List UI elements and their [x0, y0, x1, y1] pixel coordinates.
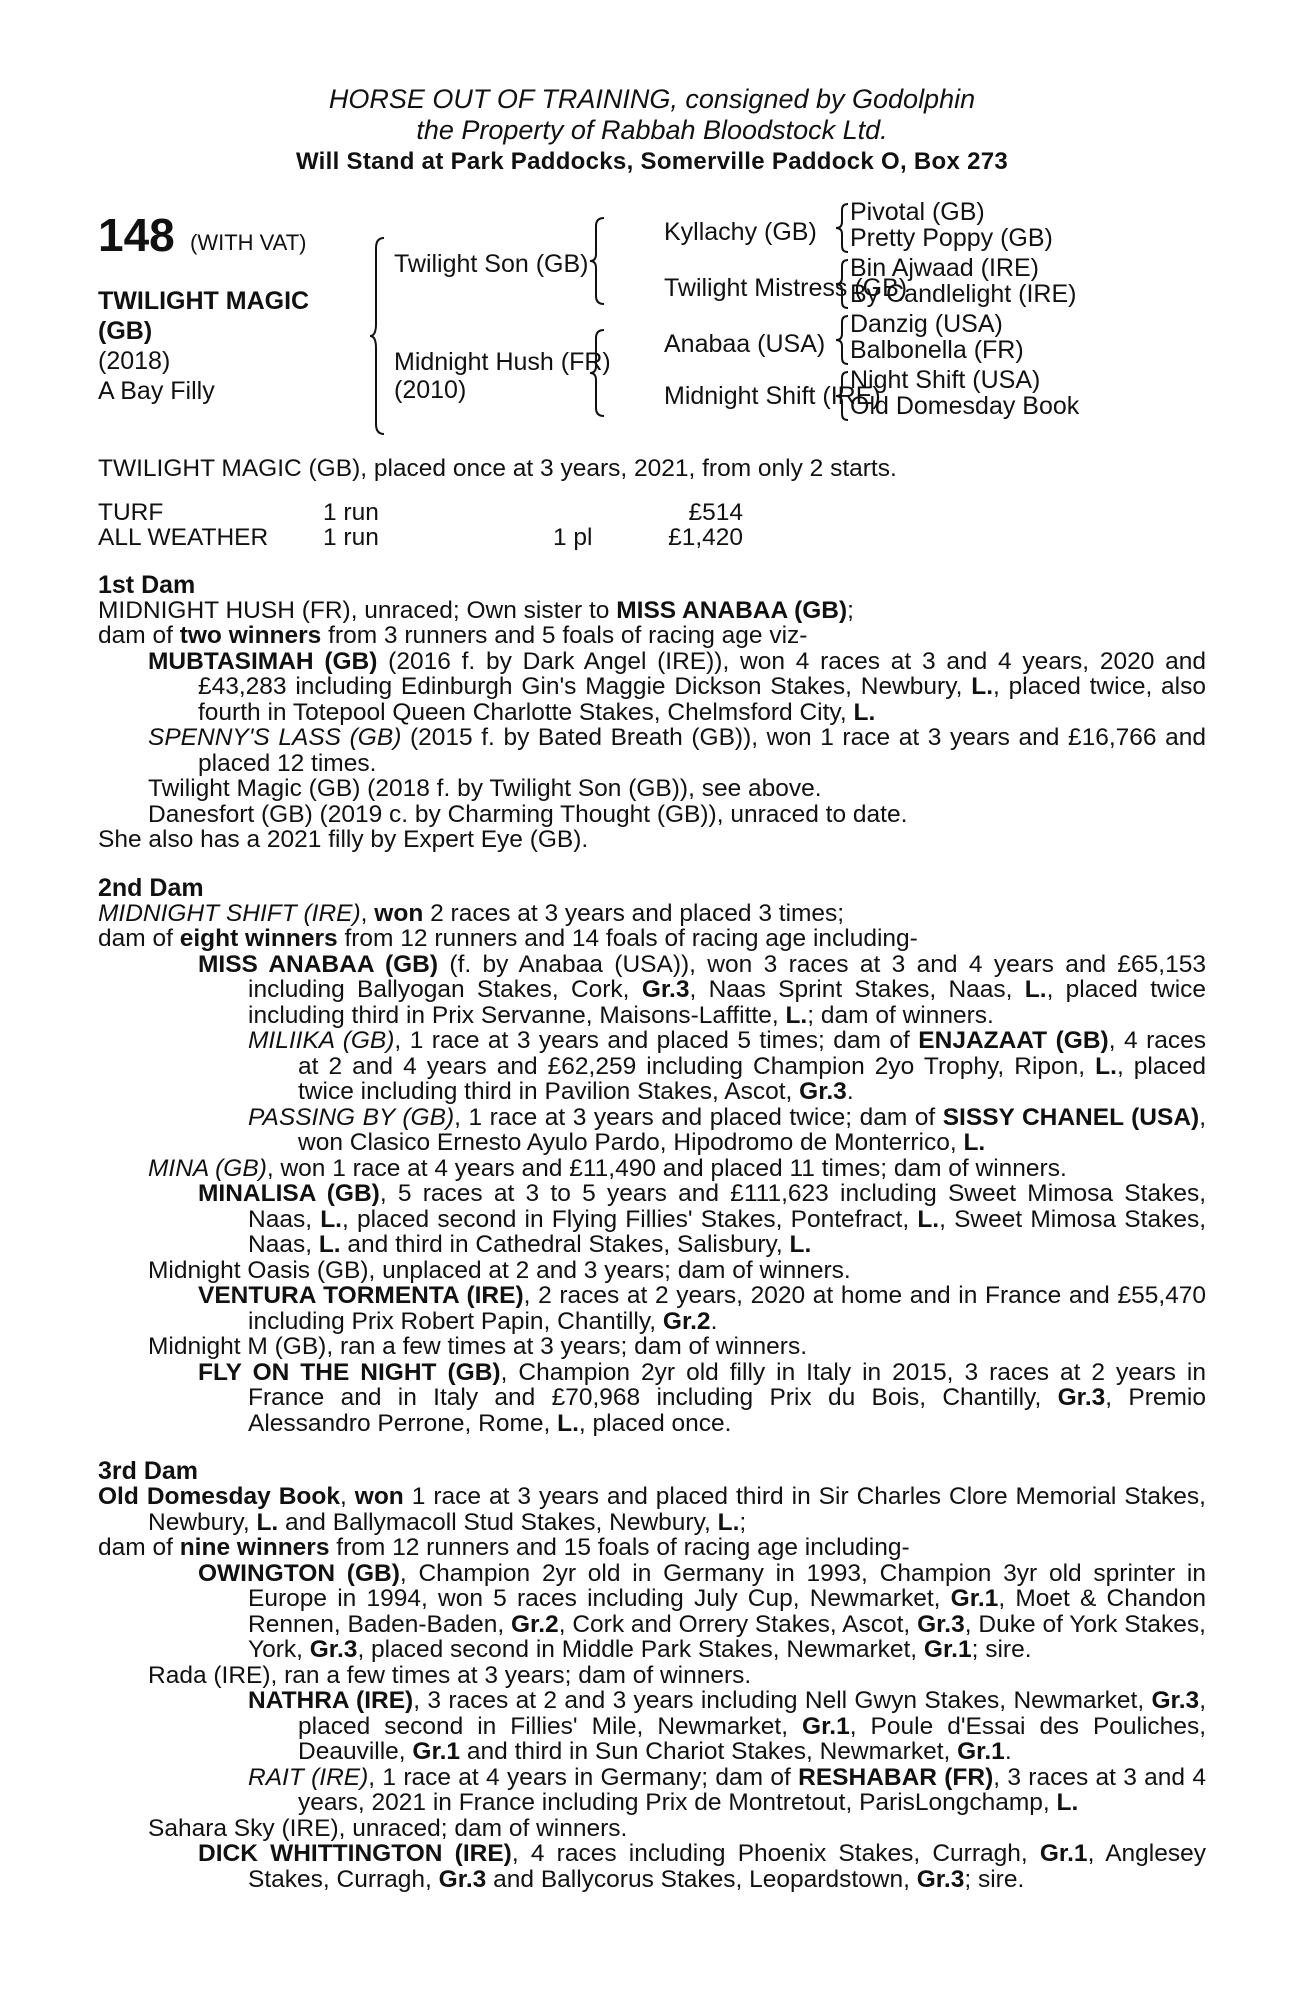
table-row: [98, 500, 743, 525]
placed: 1 pl: [553, 523, 593, 551]
pedigree-brace-sire: [588, 216, 608, 306]
consignor-line: HORSE OUT OF TRAINING, consigned by Godolphin: [328, 84, 976, 114]
stand-location: Will Stand at Park Paddocks, Somerville Paddock O, Box 273: [295, 148, 1009, 175]
sire-sire-sire: Pivotal (GB): [850, 198, 985, 226]
sire: Twilight Son (GB): [394, 250, 589, 278]
produce-entry: MISS ANABAA (GB) (f. by Anabaa (USA)), won 3 races at 3 and 4 years and £65,153 including Ballyogan Stakes, Cork, Gr.3, Naas Sprint Stakes, Naas, L., placed twice including third in Prix Servanne, Maisons-Laffitte, L.; dam of winners.: [198, 950, 1207, 1029]
vat-note: (WITH VAT): [190, 230, 307, 255]
surface: TURF: [98, 498, 164, 526]
produce-entry: MINA (GB), won 1 race at 4 years and £11,490 and placed 11 times; dam of winners.: [148, 1154, 1067, 1182]
third-dam-heading: 3rd Dam: [98, 1457, 199, 1485]
catalogue-page: [98, 84, 1206, 1892]
dam-year: (2010): [394, 376, 467, 404]
sire-sire: Kyllachy (GB): [664, 218, 817, 246]
second-dam-heading: 2nd Dam: [98, 873, 204, 902]
earnings: £514: [688, 498, 743, 526]
horse-name: [98, 286, 358, 346]
runs-count: 1 run: [323, 498, 379, 526]
produce-entry: PASSING BY (GB), 1 race at 3 years and placed twice; dam of SISSY CHANEL (USA), won Clasico Ernesto Ayulo Pardo, Hipodromo de Monterrico, L.: [248, 1103, 1206, 1156]
produce-note: She also has a 2021 filly by Expert Eye (GB).: [98, 826, 589, 853]
produce-entry: Danesfort (GB) (2019 c. by Charming Thought (GB)), unraced to date.: [148, 800, 908, 828]
lot-number: 148: [98, 209, 175, 261]
second-dam-intro: MIDNIGHT SHIFT (IRE), won 2 races at 3 years and placed 3 times;: [98, 899, 845, 927]
horse-name-line2: (GB): [98, 317, 153, 345]
third-dam-intro: Old Domesday Book, won 1 race at 3 years and placed third in Sir Charles Clore Memorial Stakes, Newbury, L. and Ballymacoll Stud Stakes, Newbury, L.;: [98, 1483, 1206, 1536]
produce-entry: MILIIKA (GB), 1 race at 3 years and placed 5 times; dam of ENJAZAAT (GB), 4 races at 2 and 4 years and £62,259 including Champion 2yo Trophy, Ripon, L., placed twice including third in Pavilion Stakes, Ascot, Gr.3.: [248, 1027, 1206, 1105]
horse-name-line1: TWILIGHT MAGIC: [98, 287, 310, 315]
produce-entry: Midnight M (GB), ran a few times at 3 years; dam of winners.: [148, 1333, 808, 1360]
produce-entry: SPENNY'S LASS (GB) (2015 f. by Bated Breath (GB)), won 1 race at 3 years and £16,766 and placed 12 times.: [148, 724, 1206, 777]
horse-description: A Bay Filly: [98, 377, 215, 405]
runs-count: 1 run: [323, 523, 379, 551]
pedigree-brace-main: [368, 236, 388, 436]
owner-line: the Property of Rabbah Bloodstock Ltd.: [416, 115, 888, 145]
first-dam-intro: MIDNIGHT HUSH (FR), unraced; Own sister to MISS ANABAA (GB);: [98, 596, 854, 624]
horse-year: (2018): [98, 347, 171, 375]
race-record-table: [98, 500, 743, 550]
produce-entry: Midnight Oasis (GB), unplaced at 2 and 3 years; dam of winners.: [148, 1256, 851, 1284]
third-dam-produce: dam of nine winners from 12 runners and 15 foals of racing age including-: [98, 1534, 910, 1561]
sire-dam-sire: Bin Ajwaad (IRE): [850, 254, 1039, 282]
produce-entry: DICK WHITTINGTON (IRE), 4 races including Phoenix Stakes, Curragh, Gr.1, Anglesey Stakes, Curragh, Gr.3 and Ballycorus Stakes, Leopardstown, Gr.3; sire.: [198, 1840, 1207, 1893]
produce-entry: VENTURA TORMENTA (IRE), 2 races at 2 years, 2020 at home and in France and £55,470 including Prix Robert Papin, Chantilly, Gr.2.: [198, 1282, 1207, 1335]
produce-entry: MUBTASIMAH (GB) (2016 f. by Dark Angel (IRE)), won 4 races at 3 and 4 years, 2020 and £43,283 including Edinburgh Gin's Maggie Dickson Stakes, Newbury, L., placed twice, also fourth in Totepool Queen Charlotte Stakes, Chelmsford City, L.: [148, 647, 1206, 726]
sire-dam: Twilight Mistress (GB): [664, 274, 908, 302]
pedigree-brace-dam: [588, 328, 608, 418]
produce-entry: Twilight Magic (GB) (2018 f. by Twilight Son (GB)), see above.: [148, 775, 822, 802]
dam-dam-dam: Old Domesday Book: [850, 392, 1080, 420]
earnings: £1,420: [668, 523, 743, 551]
dam-dam: Midnight Shift (IRE): [664, 382, 881, 410]
produce-entry: Sahara Sky (IRE), unraced; dam of winners.: [148, 1814, 628, 1842]
produce-entry: RAIT (IRE), 1 race at 4 years in Germany; dam of RESHABAR (FR), 3 races at 3 and 4 years, 2021 in France including Prix de Montretout, ParisLongchamp, L.: [248, 1763, 1206, 1816]
dam-sire-dam: Balbonella (FR): [850, 336, 1024, 364]
brace-ss: [834, 202, 850, 254]
placed: [553, 500, 643, 525]
produce-entry: OWINGTON (GB), Champion 2yr old in Germany in 1993, Champion 3yr old sprinter in Europe in 1994, won 5 races including July Cup, Newmarket, Gr.1, Moet & Chandon Rennen, Baden-Baden, Gr.2, Cork and Orrery Stakes, Ascot, Gr.3, Duke of York Stakes, York, Gr.3, placed second in Middle Park Stakes, Newmarket, Gr.1; sire.: [198, 1559, 1207, 1663]
produce-entry: MINALISA (GB), 5 races at 3 to 5 years and £111,623 including Sweet Mimosa Stakes, Naas, L., placed second in Flying Fillies' Stakes, Pontefract, L., Sweet Mimosa Stakes, Naas, L. and third in Cathedral Stakes, Salisbury, L.: [198, 1180, 1206, 1258]
brace-dd: [834, 370, 850, 422]
surface: ALL WEATHER: [98, 523, 269, 551]
brace-sd: [834, 258, 850, 310]
produce-entry: NATHRA (IRE), 3 races at 2 and 3 years including Nell Gwyn Stakes, Newmarket, Gr.3, placed second in Fillies' Mile, Newmarket, Gr.1, Poule d'Essai des Pouliches, Deauville, Gr.1 and third in Sun Chariot Stakes, Newmarket, Gr.1.: [248, 1687, 1206, 1765]
dam-sire-sire: Danzig (USA): [850, 310, 1003, 338]
dam-sire: Anabaa (USA): [664, 330, 826, 358]
dam-dam-sire: Night Shift (USA): [850, 366, 1041, 394]
second-dam-produce: dam of eight winners from 12 runners and 14 foals of racing age including-: [98, 925, 918, 952]
pedigree-block: [98, 196, 1206, 456]
produce-entry: Rada (IRE), ran a few times at 3 years; dam of winners.: [148, 1661, 752, 1689]
race-summary: TWILIGHT MAGIC (GB), placed once at 3 years, 2021, from only 2 starts.: [98, 455, 897, 482]
table-row: [98, 525, 743, 550]
first-dam-produce: dam of two winners from 3 runners and 5 foals of racing age viz-: [98, 622, 808, 649]
produce-entry: FLY ON THE NIGHT (GB), Champion 2yr old filly in Italy in 2015, 3 races at 2 years in France and in Italy and £70,968 including Prix du Bois, Chantilly, Gr.3, Premio Alessandro Perrone, Rome, L., placed once.: [198, 1358, 1207, 1437]
brace-ds: [834, 314, 850, 366]
dam: Midnight Hush (FR): [394, 348, 611, 376]
sire-dam-dam: By Candlelight (IRE): [850, 280, 1077, 308]
horse-meta: [98, 346, 215, 406]
first-dam-heading: 1st Dam: [98, 570, 196, 599]
sire-sire-dam: Pretty Poppy (GB): [850, 224, 1053, 252]
